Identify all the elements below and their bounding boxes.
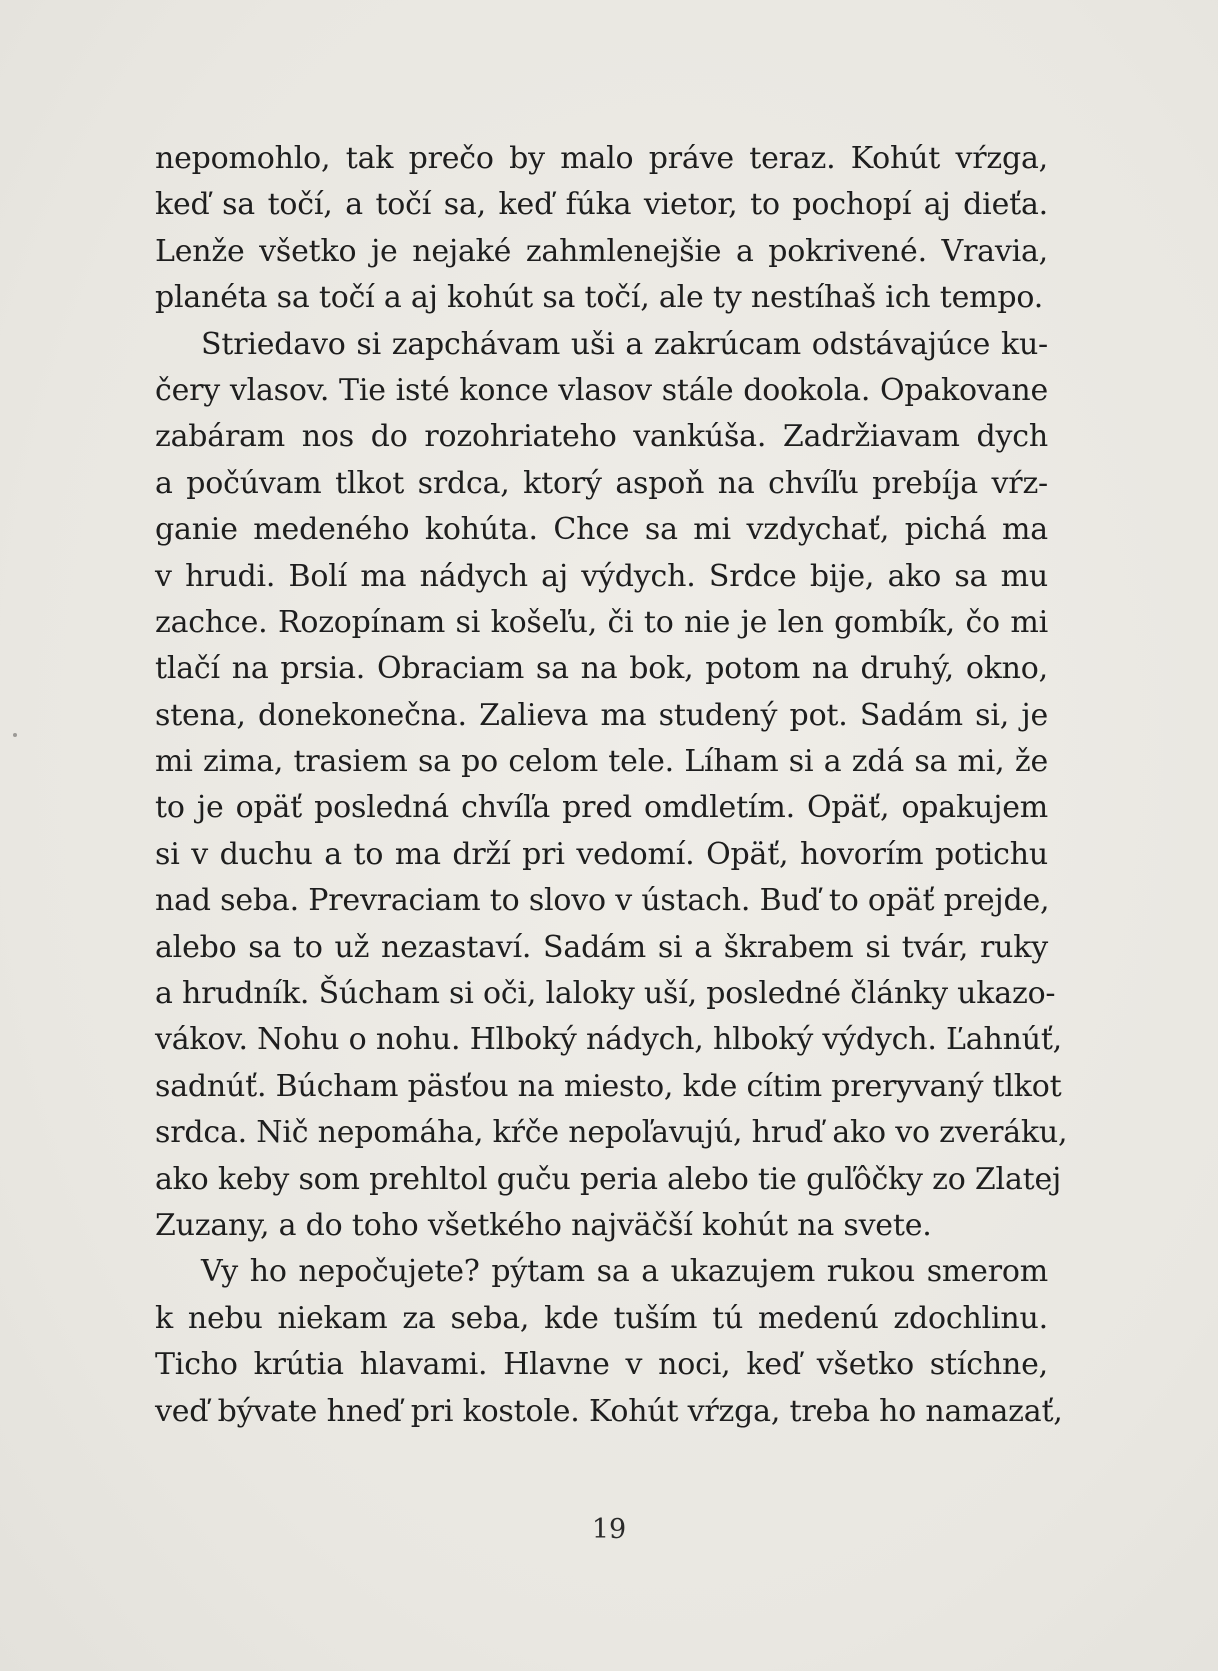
text-line: v hrudi. Bolí ma nádych aj výdych. Srdce bije, ako sa mu	[155, 558, 1048, 594]
text-line: sadnúť. Búcham päsťou na miesto, kde cítim preryvaný tlkot	[155, 1068, 1062, 1104]
text-line: keď sa točí, a točí sa, keď fúka vietor, to pochopí aj dieťa.	[155, 187, 1048, 223]
body-text	[155, 136, 1068, 1435]
text-line: srdca. Nič nepomáha, kŕče nepoľavujú, hruď ako vo zveráku,	[155, 1115, 1068, 1151]
text-line: Zuzany, a do toho všetkého najväčší kohút na svete.	[155, 1207, 932, 1243]
text-line: a počúvam tlkot srdca, ktorý aspoň na chvíľu prebíja vŕz-	[155, 465, 1048, 501]
text-line: Striedavo si zapchávam uši a zakrúcam odstávajúce ku-	[201, 326, 1048, 362]
text-line: Vy ho nepočujete? pýtam sa a ukazujem rukou smerom	[201, 1254, 1048, 1290]
text-line: zachce. Rozopínam si košeľu, či to nie je len gombík, čo mi	[155, 604, 1048, 640]
text-line: si v duchu a to ma drží pri vedomí. Opäť, hovorím potichu	[155, 836, 1048, 872]
text-line: planéta sa točí a aj kohút sa točí, ale ty nestíhaš ich tempo.	[155, 280, 1044, 316]
text-line: veď bývate hneď pri kostole. Kohút vŕzga, treba ho namazať,	[155, 1393, 1063, 1429]
text-line: Ticho krútia hlavami. Hlavne v noci, keď všetko stíchne,	[155, 1347, 1048, 1383]
text-line: nad seba. Prevraciam to slovo v ústach. Buď to opäť prejde,	[155, 883, 1050, 919]
text-line: ako keby som prehltol guču peria alebo tie guľôčky zo Zlatej	[155, 1161, 1062, 1197]
page-number: 19	[591, 1514, 627, 1545]
text-line: čery vlasov. Tie isté konce vlasov stále dookola. Opakovane	[155, 372, 1048, 408]
text-line: a hrudník. Šúcham si oči, laloky uší, posledné články ukazo-	[155, 976, 1056, 1012]
text-line: Lenže všetko je nejaké zahmlenejšie a pokrivené. Vravia,	[155, 233, 1048, 269]
text-line: k nebu niekam za seba, kde tuším tú medenú zdochlinu.	[155, 1300, 1048, 1336]
text-line: ganie medeného kohúta. Chce sa mi vzdychať, pichá ma	[155, 512, 1048, 548]
paper-speck	[13, 733, 17, 737]
text-line: vákov. Nohu o nohu. Hlboký nádych, hlboký výdych. Ľahnúť,	[155, 1022, 1063, 1058]
text-line: alebo sa to už nezastaví. Sadám si a škrabem si tvár, ruky	[155, 929, 1048, 965]
text-line: tlačí na prsia. Obraciam sa na bok, potom na druhý, okno,	[155, 651, 1048, 687]
text-line: stena, donekonečna. Zalieva ma studený pot. Sadám si, je	[155, 697, 1048, 733]
text-line: zabáram nos do rozohriateho vankúša. Zadržiavam dych	[155, 419, 1048, 455]
text-line: mi zima, trasiem sa po celom tele. Líham si a zdá sa mi, že	[155, 744, 1048, 780]
text-line: nepomohlo, tak prečo by malo práve teraz. Kohút vŕzga,	[155, 141, 1048, 176]
text-line: to je opäť posledná chvíľa pred omdletím. Opäť, opakujem	[155, 790, 1048, 826]
